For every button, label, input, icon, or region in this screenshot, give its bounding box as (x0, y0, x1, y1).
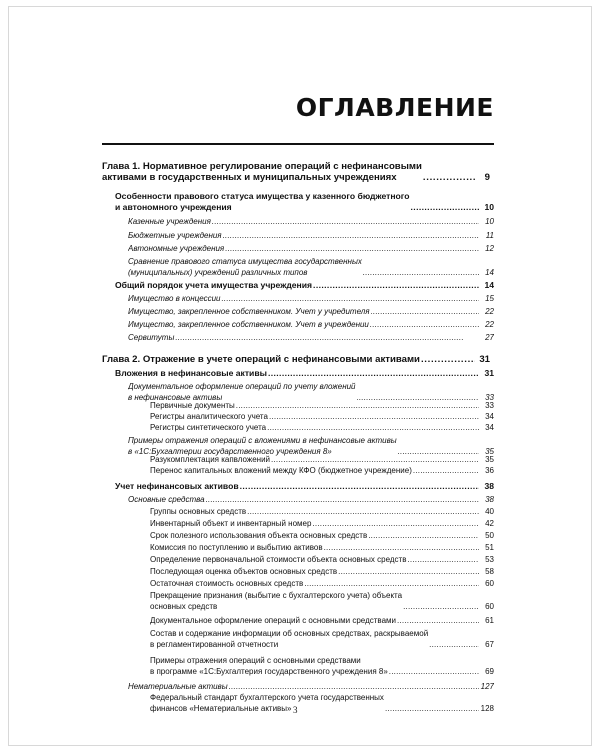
toc-subsection[interactable]: Имущество, закрепленное собственником. Учет в учреждении . . . 22 (128, 319, 494, 330)
toc-subsection[interactable]: Примеры отражения операций с вложениями в нефинансовые активы в «1С:Бухгалтерии государственного учреждения 8» . . . 35 (128, 435, 494, 457)
toc-item[interactable]: Перенос капитальных вложений между КФО (бюджетное учреждение) . . . 36 (150, 465, 494, 476)
toc-subsection[interactable]: Документальное оформление операций по учету вложений в нефинансовые активы . . . 33 (128, 381, 494, 403)
toc-item[interactable]: Первичные документы . . . 33 (150, 400, 494, 411)
toc-item[interactable]: Срок полезного использования объекта основных средств . . . 50 (150, 530, 494, 541)
toc-section[interactable]: Вложения в нефинансовые активы . . . 31 (115, 368, 494, 379)
toc-subsection[interactable]: Имущество, закрепленное собственником. Учет у учредителя . . . 22 (128, 306, 494, 317)
toc-item[interactable]: Документальное оформление операций с основными средствами . . . 61 (150, 615, 494, 626)
toc-subsection[interactable]: Основные средства . . . 38 (128, 494, 494, 505)
toc-item[interactable]: Федеральный стандарт бухгалтерского учета государственных финансов «Нематериальные активы» . . . 128 (150, 692, 494, 714)
toc-subsection[interactable]: Сервитуты . . . 27 (128, 332, 494, 343)
toc-item[interactable]: Определение первоначальной стоимости объекта основных средств . . . 53 (150, 554, 494, 565)
page-title: ОГЛАВЛЕНИЕ (295, 93, 494, 122)
page-number: 3 (293, 705, 298, 715)
toc-item[interactable]: Регистры синтетического учета . . . 34 (150, 422, 494, 433)
toc-subsection[interactable]: Казенные учреждения . . . 10 (128, 216, 494, 227)
toc-item[interactable]: Остаточная стоимость основных средств . . . 60 (150, 578, 494, 589)
toc-item[interactable]: Регистры аналитического учета . . . 34 (150, 411, 494, 422)
toc-item[interactable]: Разукомплектация капвложений . . . 35 (150, 454, 494, 465)
toc-subsection[interactable]: Автономные учреждения . . . 12 (128, 243, 494, 254)
toc-item[interactable]: Комиссия по поступлению и выбытию активов . . . 51 (150, 542, 494, 553)
toc-chapter[interactable]: Глава 1. Нормативное регулирование операций с нефинансовыми активами в государственных и муниципальных учреждениях . . . 9 (102, 161, 490, 183)
toc-item[interactable]: Примеры отражения операций с основными средствами в программе «1С:Бухгалтерия государственного учреждения 8» . . . 69 (150, 655, 494, 677)
toc-chapter[interactable]: Глава 2. Отражение в учете операций с нефинансовыми активами . . . 31 (102, 354, 490, 365)
toc-item[interactable]: Группы основных средств . . . 40 (150, 506, 494, 517)
toc-subsection[interactable]: Сравнение правового статуса имущества государственных (муниципальных) учреждений различных типов . . . 14 (128, 256, 494, 278)
toc-item[interactable]: Состав и содержание информации об основных средствах, раскрываемой в регламентированной отчетности . . . 67 (150, 628, 494, 650)
title-divider (102, 143, 494, 145)
toc-item[interactable]: Прекращение признания (выбытие с бухгалтерского учета) объекта основных средств . . . 60 (150, 590, 494, 612)
toc-section[interactable]: Учет нефинансовых активов . . . 38 (115, 481, 494, 492)
toc-subsection[interactable]: Имущество в концессии . . . 15 (128, 293, 494, 304)
toc-section[interactable]: Общий порядок учета имущества учреждения . . . 14 (115, 280, 494, 291)
toc-item[interactable]: Последующая оценка объектов основных средств . . . 58 (150, 566, 494, 577)
toc-section[interactable]: Особенности правового статуса имущества у казенного бюджетного и автономного учреждения . . . 10 (115, 191, 494, 213)
toc-subsection[interactable]: Нематериальные активы . . . 127 (128, 681, 494, 692)
toc-subsection[interactable]: Бюджетные учреждения . . . 11 (128, 230, 494, 241)
toc-item[interactable]: Инвентарный объект и инвентарный номер . . . 42 (150, 518, 494, 529)
